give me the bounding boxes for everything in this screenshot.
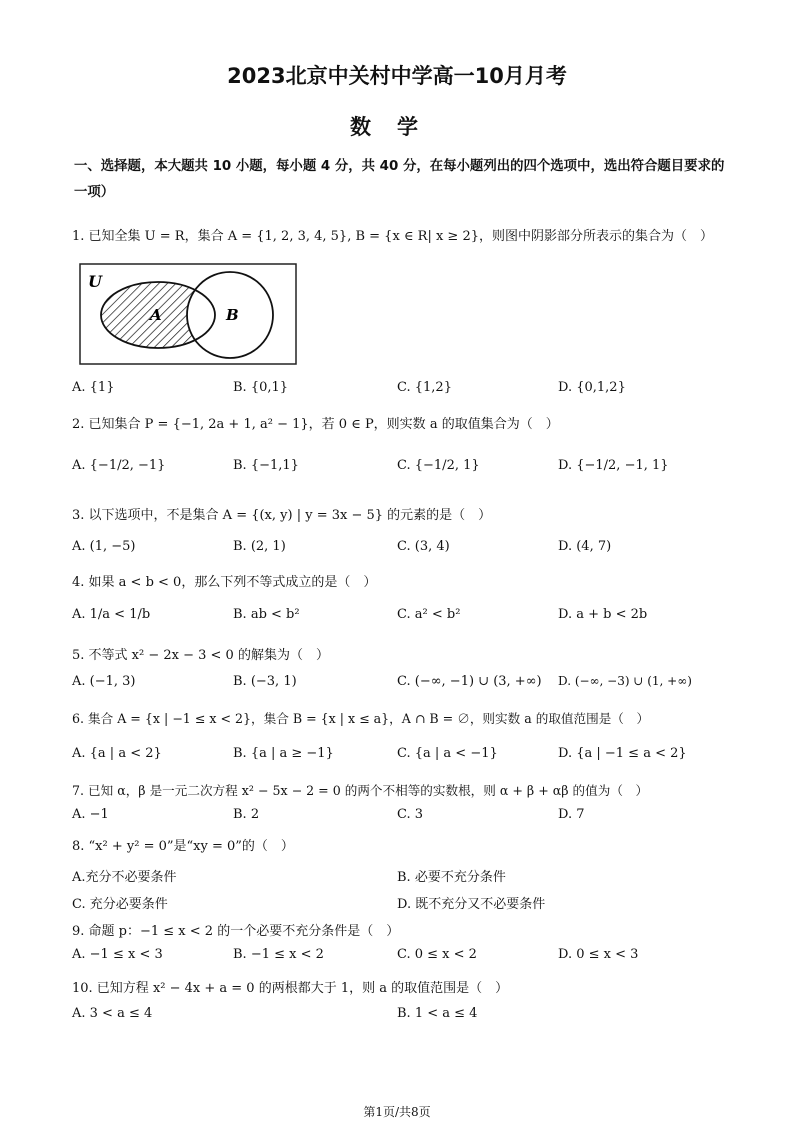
q3-option-b: B. (2, 1) — [233, 539, 286, 554]
q9-option-c: C. 0 ≤ x < 2 — [397, 947, 477, 962]
question-9-stem: 9. 命题 p：−1 ≤ x < 2 的一个必要不充分条件是（ ） — [72, 924, 400, 939]
q9-option-b: B. −1 ≤ x < 2 — [233, 947, 324, 962]
q7-option-d: D. 7 — [558, 807, 585, 822]
question-8-stem: 8. “x² + y² = 0”是“xy = 0”的（ ） — [72, 839, 294, 854]
q1-option-a: A. {1} — [72, 380, 115, 395]
question-5-stem: 5. 不等式 x² − 2x − 3 < 0 的解集为（ ） — [72, 648, 329, 663]
q10-option-b: B. 1 < a ≤ 4 — [397, 1006, 478, 1021]
q2-option-a: A. {−1/2, −1} — [72, 458, 166, 473]
question-1-stem: 1. 已知全集 U = R，集合 A = {1, 2, 3, 4, 5}, B = {x ∈ R| x ≥ 2}，则图中阴影部分所表示的集合为（ ） — [72, 229, 713, 244]
set-a-label: A — [150, 306, 162, 324]
q6-option-c: C. {a | a < −1} — [397, 746, 498, 761]
q3-option-c: C. (3, 4) — [397, 539, 450, 554]
question-4-stem: 4. 如果 a < b < 0，那么下列不等式成立的是（ ） — [72, 575, 377, 590]
q5-option-b: B. (−3, 1) — [233, 674, 297, 689]
q4-option-d: D. a + b < 2b — [558, 607, 648, 622]
q8-option-b: B. 必要不充分条件 — [397, 870, 506, 885]
q6-option-d: D. {a | −1 ≤ a < 2} — [558, 746, 687, 761]
section-heading: 一、选择题，本大题共 10 小题，每小题 4 分，共 40 分，在每小题列出的四个选项中，选出符合题目要求的一项） — [74, 159, 725, 200]
q5-option-c: C. (−∞, −1) ∪ (3, +∞) — [397, 674, 542, 689]
q5-option-a: A. (−1, 3) — [72, 674, 136, 689]
q8-option-c: C. 充分必要条件 — [72, 897, 168, 912]
question-2-stem: 2. 已知集合 P = {−1, 2a + 1, a² − 1}，若 0 ∈ P，则实数 a 的取值集合为（ ） — [72, 417, 559, 432]
subject-title: 数学 — [350, 115, 444, 139]
q7-option-a: A. −1 — [72, 807, 109, 822]
universe-label: U — [88, 272, 102, 291]
venn-diagram — [78, 262, 300, 366]
q3-option-d: D. (4, 7) — [558, 539, 612, 554]
q2-option-c: C. {−1/2, 1} — [397, 458, 480, 473]
question-6-stem: 6. 集合 A = {x | −1 ≤ x < 2}，集合 B = {x | x ≤ a}，A ∩ B = ∅，则实数 a 的取值范围是（ ） — [72, 711, 650, 726]
question-10-stem: 10. 已知方程 x² − 4x + a = 0 的两根都大于 1，则 a 的取值范围是（ ） — [72, 981, 509, 996]
q4-option-a: A. 1/a < 1/b — [72, 607, 151, 622]
q3-option-a: A. (1, −5) — [72, 539, 136, 554]
page-title: 2023北京中关村中学高一10月月考 — [227, 64, 567, 88]
q4-option-b: B. ab < b² — [233, 607, 300, 622]
q7-option-c: C. 3 — [397, 807, 424, 822]
q1-option-b: B. {0,1} — [233, 380, 289, 395]
q10-option-a: A. 3 < a ≤ 4 — [72, 1006, 153, 1021]
q5-option-d: D. (−∞, −3) ∪ (1, +∞) — [558, 674, 692, 688]
q1-option-d: D. {0,1,2} — [558, 380, 626, 395]
q6-option-b: B. {a | a ≥ −1} — [233, 746, 334, 761]
page-footer: 第1页/共8页 — [363, 1105, 431, 1119]
q8-option-d: D. 既不充分又不必要条件 — [397, 897, 546, 912]
q8-option-a: A.充分不必要条件 — [72, 870, 177, 885]
question-7-stem: 7. 已知 α，β 是一元二次方程 x² − 5x − 2 = 0 的两个不相等的实数根，则 α + β + αβ 的值为（ ） — [72, 783, 649, 798]
q9-option-a: A. −1 ≤ x < 3 — [72, 947, 163, 962]
q4-option-c: C. a² < b² — [397, 607, 461, 622]
q6-option-a: A. {a | a < 2} — [72, 746, 162, 761]
q9-option-d: D. 0 ≤ x < 3 — [558, 947, 639, 962]
q2-option-d: D. {−1/2, −1, 1} — [558, 458, 669, 473]
q2-option-b: B. {−1,1} — [233, 458, 299, 473]
q1-option-c: C. {1,2} — [397, 380, 452, 395]
question-3-stem: 3. 以下选项中，不是集合 A = {(x, y) | y = 3x − 5} 的元素的是（ ） — [72, 508, 492, 523]
q7-option-b: B. 2 — [233, 807, 260, 822]
set-b-label: B — [226, 306, 239, 324]
